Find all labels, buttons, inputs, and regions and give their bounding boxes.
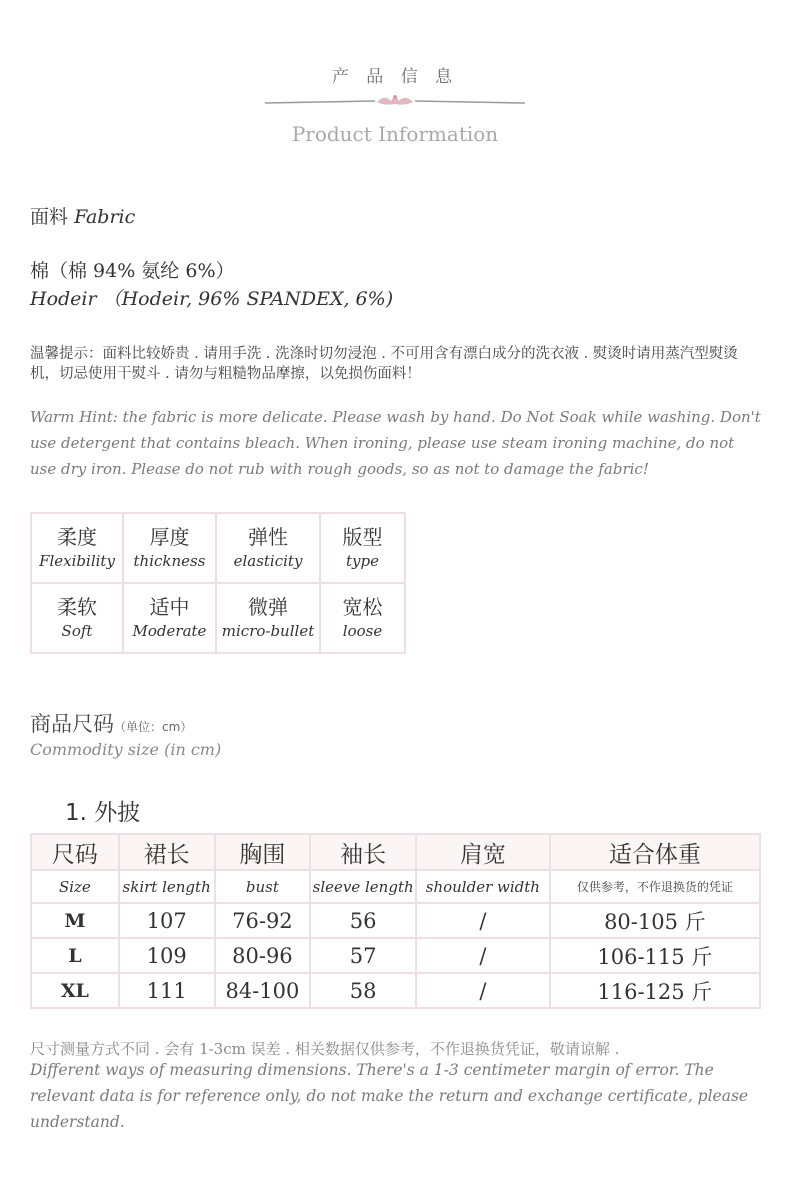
table-cell: 111 bbox=[119, 973, 215, 1008]
property-value-en: micro-bullet bbox=[221, 622, 315, 640]
property-en: thickness bbox=[133, 552, 206, 570]
size-header-cell: 袖长 bbox=[310, 834, 416, 870]
size-header-cell: 适合体重 bbox=[550, 834, 760, 870]
table-cell: 58 bbox=[310, 973, 416, 1008]
property-value-cell bbox=[320, 583, 405, 653]
size-header-cell: 尺码 bbox=[31, 834, 119, 870]
table-row bbox=[31, 903, 760, 938]
property-cn: 弹性 bbox=[248, 525, 288, 549]
property-en: Flexibility bbox=[39, 552, 115, 570]
table-cell: 76-92 bbox=[215, 903, 311, 938]
fabric-label bbox=[30, 202, 135, 229]
size-table bbox=[30, 833, 761, 1009]
reference-note-cell: 仅供参考，不作退换货的凭证 bbox=[550, 870, 760, 903]
property-value-cn: 适中 bbox=[149, 595, 190, 619]
property-cell bbox=[123, 513, 216, 583]
property-value-cn: 宽松 bbox=[342, 595, 383, 619]
size-cell: L bbox=[31, 938, 119, 973]
ornament-divider-icon bbox=[265, 92, 525, 110]
table-row bbox=[31, 973, 760, 1008]
fabric-content-en: Hodeir （Hodeir, 96% SPANDEX, 6%) bbox=[30, 288, 394, 310]
property-value-en: loose bbox=[342, 622, 383, 640]
properties-value-row bbox=[31, 583, 405, 653]
property-value-en: Moderate bbox=[132, 622, 207, 640]
size-header-en-cell: Size bbox=[31, 870, 119, 903]
size-header-en-cell: sleeve length bbox=[310, 870, 416, 903]
size-header-en-cell: bust bbox=[215, 870, 311, 903]
table-row bbox=[31, 938, 760, 973]
size-cell: XL bbox=[31, 973, 119, 1008]
table-cell: 56 bbox=[310, 903, 416, 938]
property-cell bbox=[320, 513, 405, 583]
table-cell: / bbox=[416, 938, 550, 973]
size-section-title bbox=[30, 708, 192, 738]
table-cell: / bbox=[416, 903, 550, 938]
size-header-row-en bbox=[31, 870, 760, 903]
table-cell: 80-105 斤 bbox=[550, 903, 760, 938]
property-value-cell bbox=[216, 583, 320, 653]
property-cn: 版型 bbox=[342, 525, 383, 549]
fabric-content-cn: 棉（棉 94% 氨纶 6%） bbox=[30, 260, 235, 282]
footer-note-en: Different ways of measuring dimensions. There's a 1-3 centimeter margin of error. The relevant data is for reference only, do not make the return and exchange certificate, please understand. bbox=[30, 1061, 749, 1131]
properties-header-row bbox=[31, 513, 405, 583]
property-value-cn: 柔软 bbox=[57, 595, 97, 619]
size-header-cell: 胸围 bbox=[215, 834, 311, 870]
table-cell: / bbox=[416, 973, 550, 1008]
item-label: 1. 外披 bbox=[65, 800, 141, 826]
table-cell: 109 bbox=[119, 938, 215, 973]
size-title-cn: 商品尺码 bbox=[30, 712, 114, 736]
header-title-cn: 产 品 信 息 bbox=[331, 67, 459, 87]
table-cell: 80-96 bbox=[215, 938, 311, 973]
property-value-cn: 微弹 bbox=[248, 595, 288, 619]
property-en: elasticity bbox=[233, 552, 303, 570]
property-cn: 厚度 bbox=[149, 525, 190, 549]
property-cell bbox=[216, 513, 320, 583]
table-cell: 57 bbox=[310, 938, 416, 973]
footer-note-cn: 尺寸测量方式不同 . 会有 1-3cm 误差 . 相关数据仅供参考，不作退换货凭证，敬请谅解 . bbox=[30, 1040, 620, 1058]
property-value-cell bbox=[123, 583, 216, 653]
size-cell: M bbox=[31, 903, 119, 938]
table-cell: 84-100 bbox=[215, 973, 311, 1008]
table-cell: 116-125 斤 bbox=[550, 973, 760, 1008]
size-unit: （单位：cm） bbox=[114, 720, 193, 734]
fabric-label-en: Fabric bbox=[74, 206, 136, 228]
size-header-row-cn bbox=[31, 834, 760, 870]
property-en: type bbox=[346, 552, 379, 570]
fabric-properties-table bbox=[30, 512, 406, 654]
size-header-cell: 肩宽 bbox=[416, 834, 550, 870]
header-title-en: Product Information bbox=[291, 122, 499, 146]
size-header-en-cell: skirt length bbox=[119, 870, 215, 903]
size-header-cell: 裙长 bbox=[119, 834, 215, 870]
table-cell: 106-115 斤 bbox=[550, 938, 760, 973]
size-header-en-cell: shoulder width bbox=[416, 870, 550, 903]
size-title-en: Commodity size (in cm) bbox=[30, 740, 222, 759]
fabric-label-cn: 面料 bbox=[30, 206, 69, 228]
property-value-en: Soft bbox=[61, 622, 93, 640]
warm-hint-cn: 温馨提示：面料比较娇贵 . 请用手洗 . 洗涤时切勿浸泡 . 不可用含有漂白成分的洗衣液 . 熨烫时请用蒸汽型熨烫机，切忌使用干熨斗 . 请勿与粗糙物品摩擦，以免损伤面料！ bbox=[30, 346, 738, 382]
warm-hint-en: Warm Hint: the fabric is more delicate. Please wash by hand. Do Not Soak while washing. Don't use detergent that contains bleach. When ironing, please use steam ironing machine, do not use dry iron. Please do not rub with rough goods, so as not to damage the fabric! bbox=[30, 408, 761, 478]
property-cn: 柔度 bbox=[57, 525, 97, 549]
property-cell bbox=[31, 513, 123, 583]
table-cell: 107 bbox=[119, 903, 215, 938]
property-value-cell bbox=[31, 583, 123, 653]
product-info-header bbox=[0, 62, 790, 146]
